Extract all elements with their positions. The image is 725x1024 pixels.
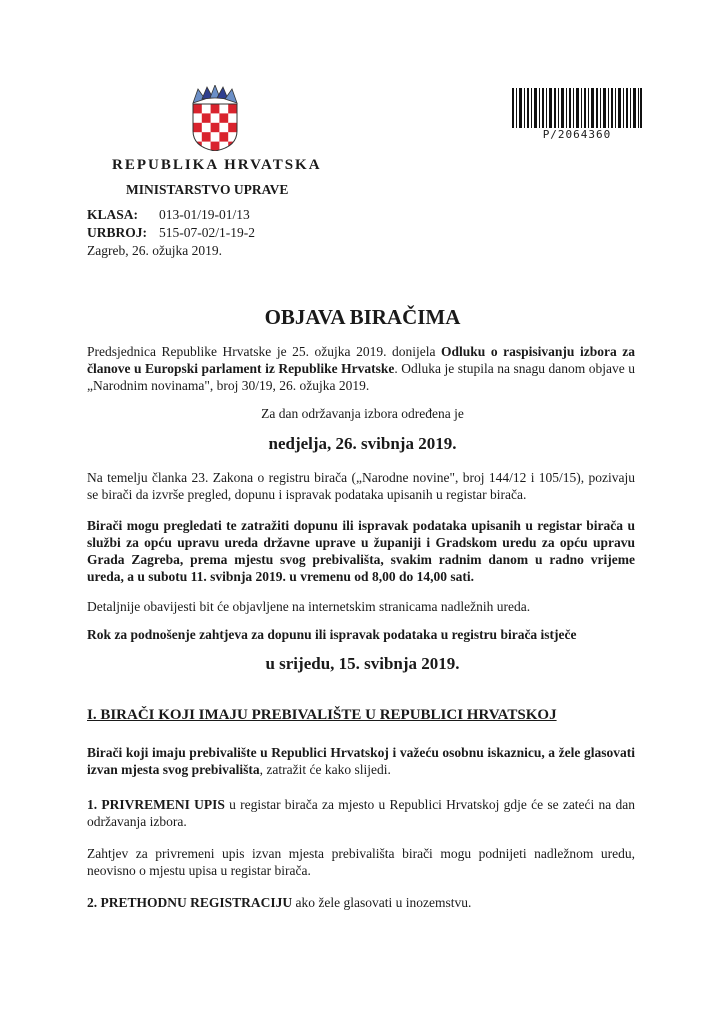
item-temporary-registration (87, 796, 635, 830)
section-intro-rest: , zatražit će kako slijedi. (259, 762, 391, 777)
republic-heading: REPUBLIKA HRVATSKA (112, 157, 322, 173)
paragraph-review: Birači mogu pregledati te zatražiti dopunu ili ispravak podataka upisanih u registar birača u službi za opću upravu ureda državne uprave u županiji i Gradskom uredu za opću upravu Grada Zagreba, prema mjestu svog prebivališta, svakim radnim danom u radno vrijeme ureda, a u subotu 11. svibnja 2019. u vremenu od 8,00 do 14,00 sati. (87, 518, 635, 584)
paragraph-decision-intro: Predsjednica Republike Hrvatske je 25. ožujka 2019. donijela (87, 344, 442, 359)
klasa-label: KLASA: (87, 207, 139, 222)
urbroj-value: 515-07-02/1-19-2 (159, 225, 255, 240)
section-intro (87, 744, 635, 778)
coat-of-arms-icon (190, 85, 240, 151)
election-date: nedjelja, 26. svibnja 2019. (268, 434, 457, 453)
election-day-intro: Za dan održavanja izbora određena je (261, 406, 464, 421)
paragraph-law: Na temelju članka 23. Zakona o registru birača („Narodne novine", broj 144/12 i 105/15), pozivaju se birači da izvrše pregled, dopunu i ispravak podataka upisanih u registar birača. (87, 470, 635, 502)
item-temporary-registration-note: Zahtjev za privremeni upis izvan mjesta prebivališta birači mogu podnijeti nadležnom uredu, neovisno o mjestu upisa u registar birača. (87, 846, 635, 878)
section-intro-bold: Birači koji imaju prebivalište u Republici Hrvatskoj i važeću osobnu iskaznicu, a žele glasovati izvan mjesta svog prebivališta (87, 745, 635, 777)
deadline-date: u srijedu, 15. svibnja 2019. (265, 654, 460, 673)
item-temporary-registration-title: 1. PRIVREMENI UPIS (87, 797, 225, 812)
section-heading: I. BIRAČI KOJI IMAJU PREBIVALIŠTE U REPUBLICI HRVATSKOJ (87, 707, 557, 723)
paragraph-deadline: Rok za podnošenje zahtjeva za dopunu ili ispravak podataka u registru birača istječe (87, 627, 577, 642)
barcode-number: P/2064360 (542, 128, 612, 141)
urbroj-line (87, 225, 255, 241)
paragraph-decision (87, 343, 635, 394)
decision-name: Odluku o raspisivanju izbora za članove u Europski parlament iz Republike Hrvatske (87, 344, 635, 376)
klasa-line (87, 207, 250, 223)
klasa-value: 013-01/19-01/13 (159, 207, 250, 222)
document-title: OBJAVA BIRAČIMA (264, 305, 461, 329)
item-prior-registration-text: ako žele glasovati u inozemstvu. (292, 895, 472, 910)
paragraph-decision-rest: . Odluka je stupila na snagu danom objave u „Narodnim novinama", broj 30/19, 26. ožujka 2019. (87, 361, 635, 393)
urbroj-label: URBROJ: (87, 225, 147, 240)
item-prior-registration-title: 2. PRETHODNU REGISTRACIJU (87, 895, 293, 910)
item-prior-registration (87, 894, 635, 911)
place-date: Zagreb, 26. ožujka 2019. (87, 243, 222, 258)
paragraph-details: Detaljnije obavijesti bit će objavljene na internetskim stranicama nadležnih ureda. (87, 599, 531, 614)
item-temporary-registration-text: u registar birača za mjesto u Republici Hrvatskoj gdje će se zateći na dan održavanja izbora. (87, 797, 635, 829)
barcode (512, 88, 642, 128)
ministry-heading: MINISTARSTVO UPRAVE (126, 182, 289, 197)
